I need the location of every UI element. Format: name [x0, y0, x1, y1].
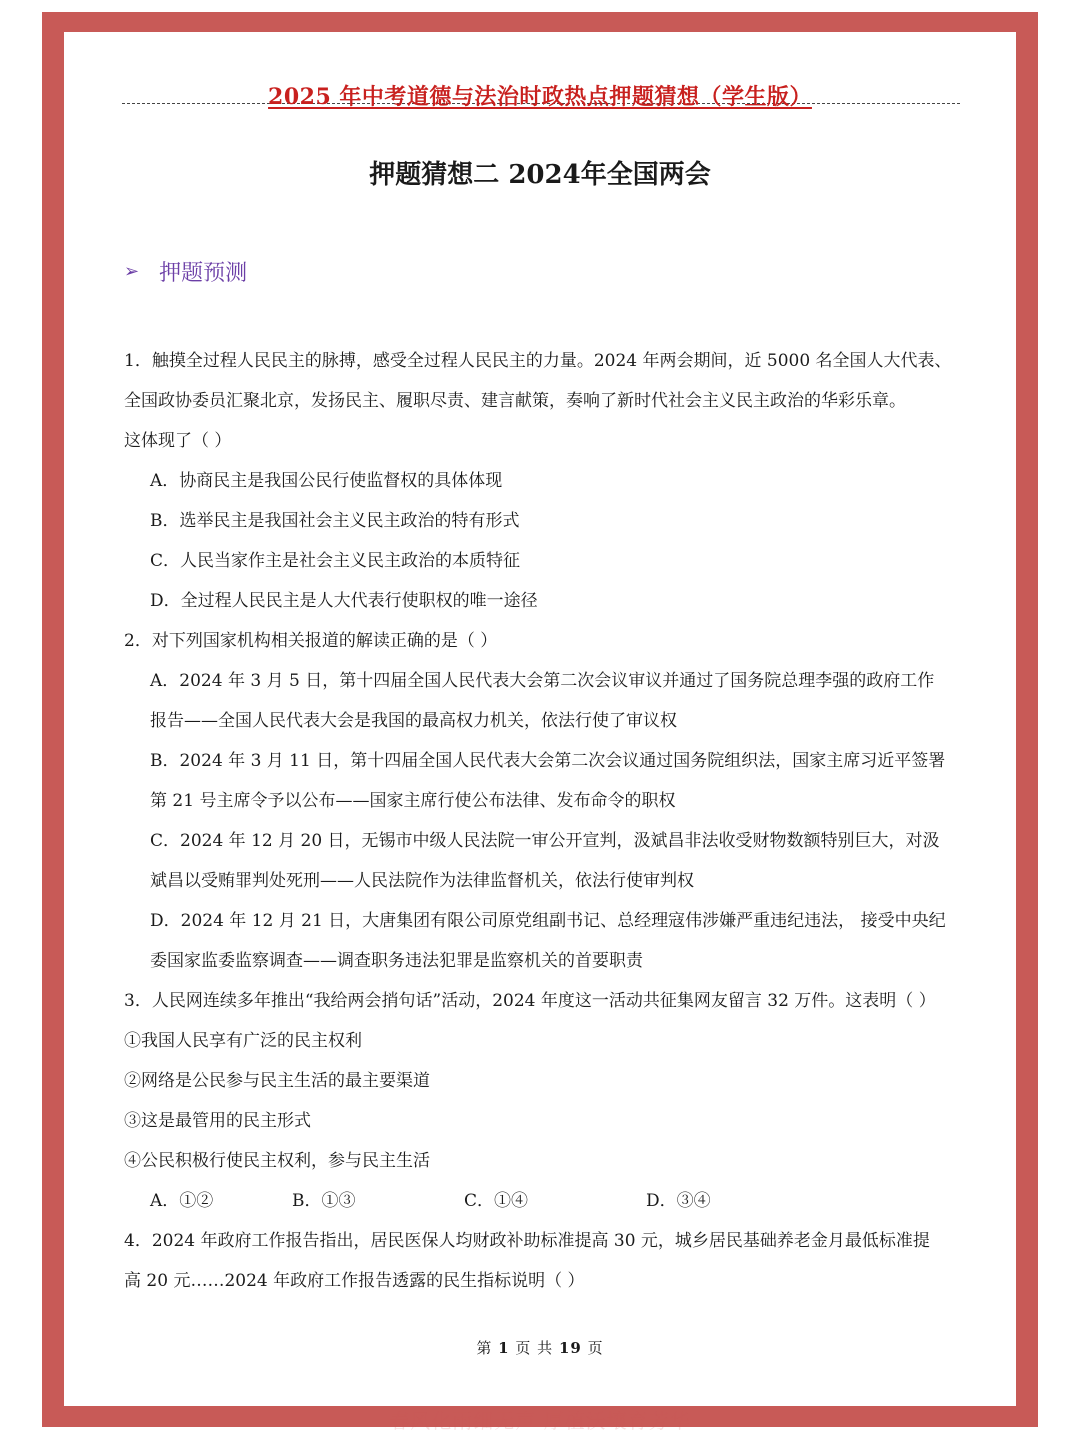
q3-option-d: D．③④	[646, 1191, 711, 1211]
q2-option-b-line2: 第 21 号主席令予以公布——国家主席行使公布法律、发布命令的职权	[150, 791, 676, 811]
q2-stem: 2．对下列国家机构相关报道的解读正确的是（ ）	[124, 631, 498, 651]
q2-option-b-line1: B．2024 年 3 月 11 日，第十四届全国人民代表大会第二次会议通过国务院组织法，国家主席习近平签署	[150, 751, 946, 771]
q3-options-row	[124, 1181, 958, 1221]
questions-body	[124, 341, 958, 1301]
q1-stem-line1: 1．触摸全过程人民民主的脉搏，感受全过程人民民主的力量。2024 年两会期间，近 5000 名全国人大代表、	[124, 351, 952, 371]
q3-option-c: C．①④	[464, 1191, 529, 1211]
q1-option-a: A．协商民主是我国公民行使监督权的具体体现	[150, 471, 503, 491]
watermark-text: 春风化雨细无声 厚植沃壤育芳华	[389, 1409, 691, 1433]
section-heading	[124, 256, 247, 287]
q2-option-d-line1: D．2024 年 12 月 21 日，大唐集团有限公司原党组副书记、总经理寇伟涉嫌严重违纪违法， 接受中央纪	[150, 911, 946, 931]
q3-option-a: A．①②	[150, 1191, 214, 1211]
q1-option-d: D．全过程人民民主是人大代表行使职权的唯一途径	[150, 591, 538, 611]
document-title: 押题猜想二 2024年全国两会	[369, 160, 711, 190]
q2-option-d-line2: 委国家监委监察调查——调查职务违法犯罪是监察机关的首要职责	[150, 951, 643, 971]
footer-prefix: 第	[476, 1339, 493, 1357]
q3-statement-3: ③这是最管用的民主形式	[124, 1111, 311, 1131]
q3-statement-2: ②网络是公民参与民主生活的最主要渠道	[124, 1071, 430, 1091]
section-label: 押题预测	[159, 261, 248, 286]
q3-statement-1: ①我国人民享有广泛的民主权利	[124, 1031, 362, 1051]
q2-option-a-line2: 报告——全国人民代表大会是我国的最高权力机关，依法行使了审议权	[150, 711, 677, 731]
q3-option-b: B．①③	[292, 1191, 356, 1211]
q1-stem-line3: 这体现了（ ）	[124, 431, 232, 451]
q2-option-c-line1: C．2024 年 12 月 20 日，无锡市中级人民法院一审公开宣判，汲斌昌非法收受财物数额特别巨大，对汲	[150, 831, 940, 851]
q4-stem-line2: 高 20 元……2024 年政府工作报告透露的民生指标说明（ ）	[124, 1271, 585, 1291]
q1-option-c: C．人民当家作主是社会主义民主政治的本质特征	[150, 551, 521, 571]
header-title: 2025 年中考道德与法治时政热点押题猜想（学生版）	[268, 84, 812, 110]
page-footer	[0, 1337, 1080, 1358]
q3-statement-4: ④公民积极行使民主权利，参与民主生活	[124, 1151, 430, 1171]
footer-page-number: 1	[498, 1339, 510, 1357]
q3-stem: 3．人民网连续多年推出“我给两会捎句话”活动，2024 年度这一活动共征集网友留言 32 万件。这表明（ ）	[124, 991, 936, 1011]
footer-middle: 页 共	[515, 1339, 554, 1357]
footer-total-pages: 19	[558, 1339, 582, 1357]
arrow-bullet-icon: ➢	[124, 261, 140, 282]
q1-stem-line2: 全国政协委员汇聚北京，发扬民主、履职尽责、建言献策，奏响了新时代社会主义民主政治的华彩乐章。	[124, 391, 906, 411]
q4-stem-line1: 4．2024 年政府工作报告指出，居民医保人均财政补助标准提高 30 元，城乡居民基础养老金月最低标准提	[124, 1231, 930, 1251]
q2-option-c-line2: 斌昌以受贿罪判处死刑——人民法院作为法律监督机关，依法行使审判权	[150, 871, 694, 891]
footer-suffix: 页	[587, 1339, 604, 1357]
q2-option-a-line1: A．2024 年 3 月 5 日，第十四届全国人民代表大会第二次会议审议并通过了国务院总理李强的政府工作	[150, 671, 935, 691]
q1-option-b: B．选举民主是我国社会主义民主政治的特有形式	[150, 511, 520, 531]
